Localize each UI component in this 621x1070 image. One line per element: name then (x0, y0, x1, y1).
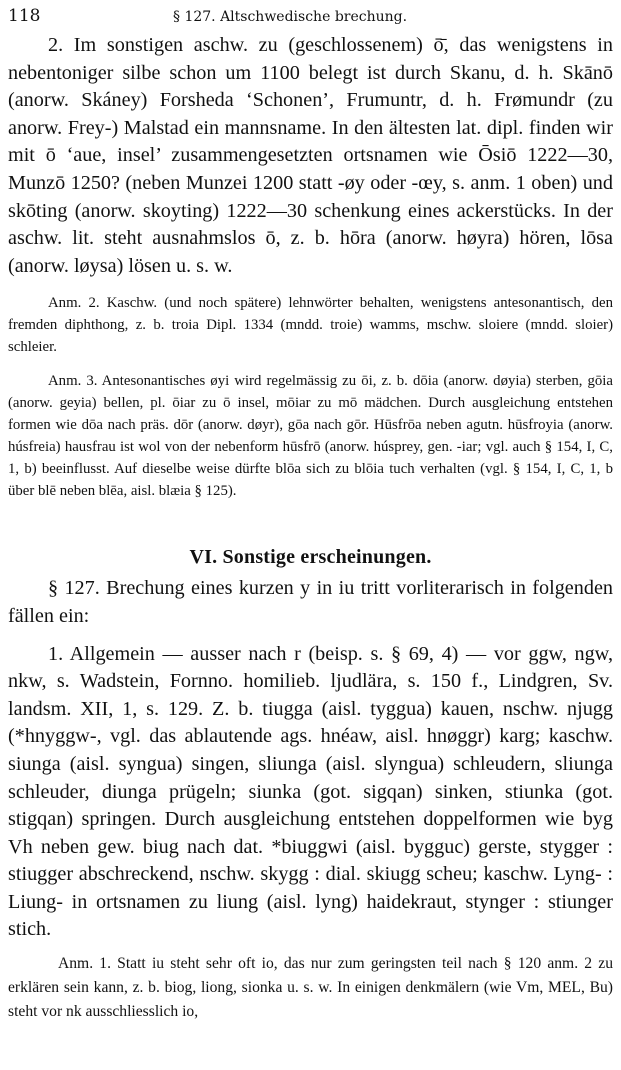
section-heading: VI. Sonstige erscheinungen. (189, 546, 432, 569)
note-anm-3: Anm. 3. Antesonantisches øyi wird regelmässig zu ōi, z. b. dōia (anorw. døyia) sterben, gōia (anorw. geyia) bellen, pl. ōiar zu ō insel, mōiar zu mō mädchen. Durch ausgleichung entstehen formen wie dōa nach präs. dōr (anorw. døyr), gōa nach gōr. Hūsfrōa neben agutn. hūsfroyia (anorw. húsfreia) hausfrau ist wol von der nebenform hūsfrō (anorw. húsprey, gen. -iar; vgl. auch § 154, I, C, 1, b) beeinflusst. Auf dieselbe weise dürfte blōa sich zu blōia tuch verhalten (vgl. § 154, I, C, 1, b über blē neben blēa, aisl. blæia § 125). (8, 373, 613, 500)
note-anm-2: Anm. 2. Kaschw. (und noch spätere) lehnwörter behalten, wenigstens antesonantisch, den fremden diphthong, z. b. troia Dipl. 1334 (mndd. troie) wamms, mschw. sloiere (mndd. sloier) schleier. (8, 295, 613, 356)
paragraph-1: 1. Allgemein — ausser nach r (beisp. s. § 69, 4) — vor ggw, ngw, nkw, s. Wadstein, Fornno. homilieb. ljudlära, s. 150 f., Lindgren, Sv. landsm. XII, 1, s. 129. Z. b. tiugga (aisl. tyggua) kauen, nschw. njugg (*hnyggw-, vgl. das ablautende ags. hnéaw, aisl. hnøggr) karg; kaschw. siunga (aisl. syngua) singen, sliunga (aisl. slyngua) schleudern, sliunga schleuder, diunga prügeln; siunka (got. sigqan) sinken, stiunka (got. stigqan) springen. Durch ausgleichung entstehen doppelformen wie byg Vh neben gew. biug nach dat. *biuggwi (aisl. bygguc) gerste, stygger : stiugger abschreckend, nschw. skygg : dial. skiugg scheu; kaschw. Lyng- : Liung- in ortsnamen zu liung (aisl. lyng) haidekraut, stynger : stiunger stich. (8, 642, 613, 941)
paragraph-127: § 127. Brechung eines kurzen y in iu tritt vorliterarisch in folgenden fällen ein: (8, 577, 613, 627)
page (8, 0, 613, 1024)
note-anm-1: Anm. 1. Statt iu steht sehr oft io, das nur zum geringsten teil nach § 120 anm. 2 zu erklären sein kann, z. b. biog, liong, sionka u. s. w. In einigen denkmälern (wie Vm, MEL, Bu) steht vor nk ausschliesslich io, (8, 955, 613, 1021)
running-title: § 127. Altschwedische brechung. (173, 9, 408, 25)
paragraph-2: 2. Im sonstigen aschw. zu (geschlossenem) ō̄, das wenigstens in nebentoniger silbe schon um 1100 belegt ist durch Skanu, d. h. Skānō (anorw. Skáney) Forsheda ‘Schonen’, Frumuntr, d. h. Frømundr (zu anorw. Frey-) Malstad ein mannsname. In den ältesten lat. dipl. finden wir mit ō ‘aue, insel’ zusammengesetzten ortsnamen wie Ōsiō 1222—30, Munzō 1250? (neben Munzei 1200 statt -øy oder -œy, s. anm. 1 oben) und skōting (anorw. skoyting) 1222—30 schenkung eines ackerstücks. In der aschw. lit. steht ausnahmslos ō, z. b. hōra (anorw. høyra) hören, lōsa (anorw. løysa) lösen u. s. w. (8, 34, 613, 277)
page-header (8, 2, 613, 32)
page-number: 118 (8, 6, 41, 26)
